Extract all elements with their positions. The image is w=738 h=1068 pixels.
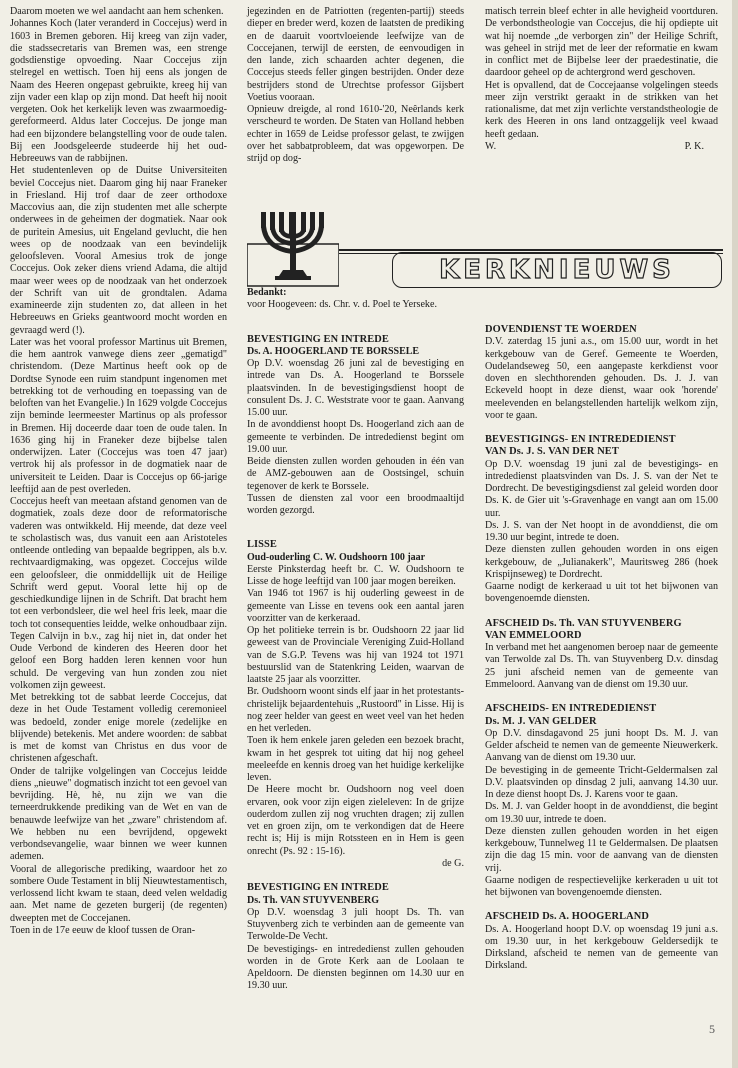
- news-text: Deze diensten zullen gehouden worden in ons eigen kerkgebouw, de „Julianakerk", Mauritsweg 286 (hoek Krispijnseweg) te Dordrecht.: [485, 544, 718, 580]
- paragraph: matisch terrein bleef echter in alle hevigheid voortduren. De verbondstheologie van Coccejus, die hij opdiepte uit wat hij noemde „de verborgen zin" der Heilige Schrift, was geheel in strijd met de leer der reformatie en kwam in conflict met de Bijbelse leer der praedestinatie, die daardoor geheel op de achtergrond werd geschoven.: [485, 6, 718, 79]
- news-heading: LISSE: [247, 539, 277, 551]
- news-text: Op D.V. dinsdagavond 25 juni hoopt Ds. M. J. van Gelder afscheid te nemen van de gemeente Nieuwerkerk. Aanvang van de dienst om 19.30 uur.: [485, 727, 718, 764]
- news-heading: AFSCHEID Ds. Th. VAN STUYVENBERG: [485, 617, 682, 629]
- article-column-1: [10, 6, 227, 937]
- news-text: Deze diensten zullen gehouden worden in het eigen kerkgebouw, Tunnelweg 11 te Geldermalsen. De plaatsen zijn die dag 15 min. voor de aanvang van de diensten vrij.: [485, 825, 718, 874]
- news-text: D.V. zaterdag 15 juni a.s., om 15.00 uur, wordt in het kerkgebouw van de Geref. Gemeente te Woerden, Oudelandseweg 50, een aangepaste kerkdienst voor doven en slechthorenden gehouden. Ds. J. J. van Eckeveld hoopt in deze dienst, waar ook 'horende' meelevenden en belangstellenden hartelijk welkom zijn, voor te gaan.: [485, 336, 718, 421]
- news-text: De bevestiging in de gemeente Tricht-Geldermalsen zal D.V. plaatsvinden op dinsdag 2 juli, aanvang 14.30 uur. In deze dienst hoopt Ds. J. Karens voor te gaan.: [485, 764, 718, 801]
- article-column-2: [247, 6, 464, 165]
- news-heading: Bedankt:: [247, 287, 287, 298]
- news-text: Van 1946 tot 1967 is hij ouderling geweest in de gemeente van Lisse en tevens ook een aantal jaren voorzitter van de kerkeraad.: [247, 588, 464, 624]
- news-column-right: [485, 302, 718, 973]
- signature-left: W.: [485, 140, 497, 152]
- news-text: In verband met het aangenomen beroep naar de gemeente van Terwolde zal Ds. Th. van Stuyvenberg D.v. dinsdag 25 juni afscheid nemen van de gemeente van Emmeloord. Aanvang van de dienst om 19.30 uur.: [485, 642, 718, 690]
- news-text: Beide diensten zullen worden gehouden in één van de AMZ-gebouwen aan de Oostsingel, schuin tegenover de kerk te Borssele.: [247, 456, 464, 492]
- paragraph: Johannes Koch (later veranderd in Coccejus) werd in 1603 in Bremen geboren. Hij kreeg van zijn vader, die stadssecretaris van Bremen was, een strenge godsdienstige opvoeding. Naar Coccejus zijn stelregel en wettisch. Toen hij eens als jongen de Naam des Heeren ongepast gebruikte, kreeg hij van zijn vader een klap op zijn mond. Dat heeft hij nooit vergeten. Ook het kerkelijk leven was zwaarmoedig-gereformeerd. Aldus later Coccejus. De jonge man had een bijzondere belangstelling voor de oude talen. Bij een Joodsgeleerde studeerde hij het oud-Hebreeuws van de rabbijnen.: [10, 18, 227, 164]
- news-heading: AFSCHEIDS- EN INTREDEDIENST: [485, 703, 657, 715]
- news-subheading: Ds. M. J. VAN GELDER: [485, 715, 597, 727]
- paragraph: Onder de talrijke volgelingen van Coccejus leidde diens „nieuwe" dogmatisch inzicht tot een gevoel van bevrijding. Hè, hè, nu zijn we van die terneerdrukkende prediking van de Wet en van de benauwde leefwijze van het „zware" christendom af. We hebben nu een bevrijdend, opgewekt verbondsevangelie, waar binnen we weer kunnen ademen.: [10, 765, 227, 863]
- paragraph: Toen in de 17e eeuw de kloof tussen de Oran-: [10, 924, 196, 936]
- news-text: Toen ik hem enkele jaren geleden een bezoek bracht, kwam in het gesprek tot uiting dat hij nog geheel meeleefde en kennis droeg van het huidige kerkelijke leven.: [247, 735, 464, 784]
- news-text: Ds. M. J. van Gelder hoopt in de avonddienst, die begint om 19.30 uur, intrede te doen.: [485, 801, 718, 825]
- news-text: Op D.V. woensdag 3 juli hoopt Ds. Th. van Stuyvenberg zich te verbinden aan de gemeente van Terwolde-De Vecht.: [247, 906, 464, 943]
- news-text: Eerste Pinksterdag heeft br. C. W. Oudshoorn te Lisse de hoge leeftijd van 100 jaar mogen bereiken.: [247, 563, 464, 588]
- paragraph: Opnieuw dreigde, al rond 1610-'20, Neêrlands kerk verscheurd te worden. De Staten van Holland hebben echter in 1659 de Leidse professor gelast, te zwijgen over het sabbatprobleem, dat was opgeworpen. De strijd op dog-: [247, 104, 464, 164]
- news-text: voor Hoogeveen: ds. Chr. v. d. Poel te Yerseke.: [247, 299, 437, 311]
- page-edge-shadow: [732, 0, 738, 1068]
- paragraph: Vooral de allegorische prediking, waardoor het zo sombere Oude Testament in blij Nieuwtestamentisch, verlossend licht kwam te staan, deed velen weldadig aan. Met name de gezeten burgerij (de regenten) dweepten met de Coccejanen.: [10, 863, 227, 924]
- menorah-icon: [247, 210, 339, 290]
- news-text: Ds. A. Hoogerland hoopt D.V. op woensdag 19 juni a.s. om 19.30 uur, in het kerkgebouw Geldersedijk te Dirksland, afscheid te nemen van de gemeente van Dirksland.: [485, 923, 718, 972]
- paragraph: Coccejus heeft van meetaan afstand genomen van de dogmatiek, zoals deze door de reformatorische vaderen was ontwikkeld. Hij meende, dat deze veel te scholastisch was, dus vanuit een aan Aristoteles ontleende ontleding van bepaalde begrippen, als b.v. rechtvaardigmaking, was opgezet. Coccejus wilde een geloofsleer, die onmiddellijk uit de Heilige Schrift werd geput. Vooral lette hij op de geschiedkundige lijnen in de Schrift. Dat bracht hem tot een verbondsleer, die wel heel fris leek, maar die toch tot consequenties leidde, welke onhoudbaar zijn. Tegen Calvijn in b.v., zag hij niet in, dat onder het Oude Verbond de kinderen des Heeren door het geloof een Borg hadden leren kennen voor hun schuld. De vergeving van hun zonden zou niet volkomen zijn geweest.: [10, 496, 227, 691]
- news-heading: BEVESTIGING EN INTREDE: [247, 333, 389, 345]
- news-text: In de avonddienst hoopt Ds. Hoogerland zich aan de gemeente te verbinden. De intrededienst begint om 19.00 uur.: [247, 419, 464, 455]
- news-heading: BEVESTIGING EN INTREDE: [247, 882, 389, 894]
- article-column-3: [485, 6, 718, 153]
- news-text: Gaarne nodigt de kerkeraad u uit tot het bijwonen van bovengenoemde diensten.: [485, 581, 718, 605]
- news-text: Op D.V. woensdag 19 juni zal de bevestigings- en intrededienst plaatsvinden van Ds. J. S. van der Net te Dordrecht. De bevestigingsdienst zal geleid worden door Ds. K. de Gier uit 's-Gravenhage en vangt aan om 15.00 uur.: [485, 458, 718, 519]
- news-text: De Heere mocht br. Oudshoorn nog veel doen ervaren, ook voor zijn eigen zieleleven: In de grijze ouderdom zullen zij nog vruchten dragen; zij zullen vet en groen zijn, om te verkondigen dat de Heere recht is; Hij is mijn Rotssteen en in Hem is geen onrecht (Ps. 92 : 15-16).: [247, 784, 464, 857]
- banner-title-frame: [392, 252, 722, 288]
- page-number: 5: [709, 1022, 715, 1036]
- paragraph: Met betrekking tot de sabbat leerde Coccejus, dat deze in het Oude Testament volledig ceremonieel was bedoeld, zonder enige morele (zedelijke en blijvende) betekenis. Met andere woorden: de sabbat is met de komst van Christus en dus voor de christenen afgeschaft.: [10, 692, 227, 765]
- news-heading: BEVESTIGINGS- EN INTREDEDIENST: [485, 434, 676, 446]
- news-subheading: VAN EMMELOORD: [485, 629, 582, 641]
- news-text: Gaarne nodigen de respectievelijke kerkeraden u uit tot het bijwonen van bovengenoemde diensten.: [485, 874, 718, 899]
- news-heading: DOVENDIENST TE WOERDEN: [485, 324, 637, 335]
- news-signature: de G.: [442, 857, 464, 869]
- news-column-left: [247, 287, 464, 993]
- paragraph: Daarom moeten we wel aandacht aan hem schenken.: [10, 6, 224, 17]
- news-text: Ds. J. S. van der Net hoopt in de avonddienst, die om 19.30 uur begint, intrede te doen.: [485, 519, 718, 544]
- news-subheading: Ds. A. HOOGERLAND TE BORSSELE: [247, 345, 420, 357]
- news-text: Op het politieke terrein is br. Oudshoorn 22 jaar lid geweest van de Provinciale Vereniging Zuid-Holland van de S.G.P. Tevens was hij van 1924 tot 1971 bestuurslid van de Statenkring Leiden, waarvan de laatste 25 jaar als voorzitter.: [247, 625, 464, 686]
- news-text: Br. Oudshoorn woont sinds elf jaar in het protestants-christelijk bejaardentehuis „Rustoord" in Lisse. Hij is nog zeer helder van geest en weet veel van het heden en het verleden.: [247, 686, 464, 735]
- news-subheading: VAN Ds. J. S. VAN DER NET: [485, 446, 619, 458]
- news-text: Tussen de diensten zal voor een broodmaaltijd worden gezorgd.: [247, 492, 464, 517]
- news-subheading: Oud-ouderling C. W. Oudshoorn 100 jaar: [247, 551, 426, 563]
- news-text: De bevestigings- en intrededienst zullen gehouden worden in de Grote Kerk aan de Loolaan te Apeldoorn. De diensten beginnen om 14.30 uur en 19.30 uur.: [247, 943, 464, 992]
- news-text: Op D.V. woensdag 26 juni zal de bevestiging en intrede van Ds. A. Hoogerland te Borssele plaatsvinden. In de bevestigingsdienst hoopt de consulent Ds. J. C. Weststrate voor te gaan. Aanvang 15.00 uur.: [247, 358, 464, 419]
- paragraph: jegezinden en de Patriotten (regenten-partij) steeds dieper en breder werd, kozen de laatsten de prediking en de daaruit voortvloeiende leefwijze van de Coccejanen, terwijl de eersten, de eenvoudigen in den lande, zich schaarden achter degenen, die Coccejus steeds feller gingen bestrijden. Onder deze bestrijders stond de Utrechtse professor Gijsbert Voetius vooraan.: [247, 6, 464, 103]
- news-subheading: Ds. Th. VAN STUYVENBERG: [247, 894, 379, 906]
- paragraph: Later was het vooral professor Martinus uit Bremen, die hem aantrok vanwege diens zeer „gematigd" christendom. (Deze Martinus heeft ook op de Dordtse Synode een ruim standpunt ingenomen met betrekking tot de verhouding en toepassing van de beloften van het Evangelie.) In 1629 volgde Coccejus zijn beminde leermeester Martinus op als professor in Bremen. Hij doceerde daar toen de oude talen. In 1636 ging hij in Franeker deze bijbelse talen onderwijzen. Later (Coccejus was toen 47 jaar) vertrok hij als professor in de dogmatiek naar de universiteit te Leiden. Daar is Coccejus op 66-jarige leeftijd aan de pest overleden.: [10, 336, 227, 495]
- paragraph: Het is opvallend, dat de Coccejaanse volgelingen steeds meer zijn verstrikt geraakt in de strikken van het rationalisme, dat met zijn verlichte verstandstheologie de kerk des Heeren in ons land ontzaggelijk veel kwaad heeft gedaan.: [485, 79, 718, 140]
- banner-title: KERKNIEUWS: [439, 255, 675, 285]
- article-signature: [485, 141, 718, 153]
- news-heading: AFSCHEID Ds. A. HOOGERLAND: [485, 911, 649, 923]
- signature-right: P. K.: [684, 140, 704, 152]
- paragraph: Het studentenleven op de Duitse Universiteiten beviel Coccejus niet. Daarom ging hij naar Franeker in Friesland. Hij trof daar de zeer orthodoxe Maccovius aan, die zijn studenten met alle scherpte onderwees in de geheimen der dogmatiek. Naar ook de puritein Amesius, uit Engeland gevlucht, die hen wees op de noodzaak van een bevindelijk geloofsleven. Vooral Amesius trok de jonge Coccejus. Ook zeker diens vriend Adama, die altijd maar weer wees op de noodzaak van het onderzoek der Schrift van uit de grondtalen. Adama examineerde zijn studenten zo, dat alleen in het Hebreeuws en Grieks geantwoord mocht worden en gevraagd werd (!).: [10, 165, 227, 336]
